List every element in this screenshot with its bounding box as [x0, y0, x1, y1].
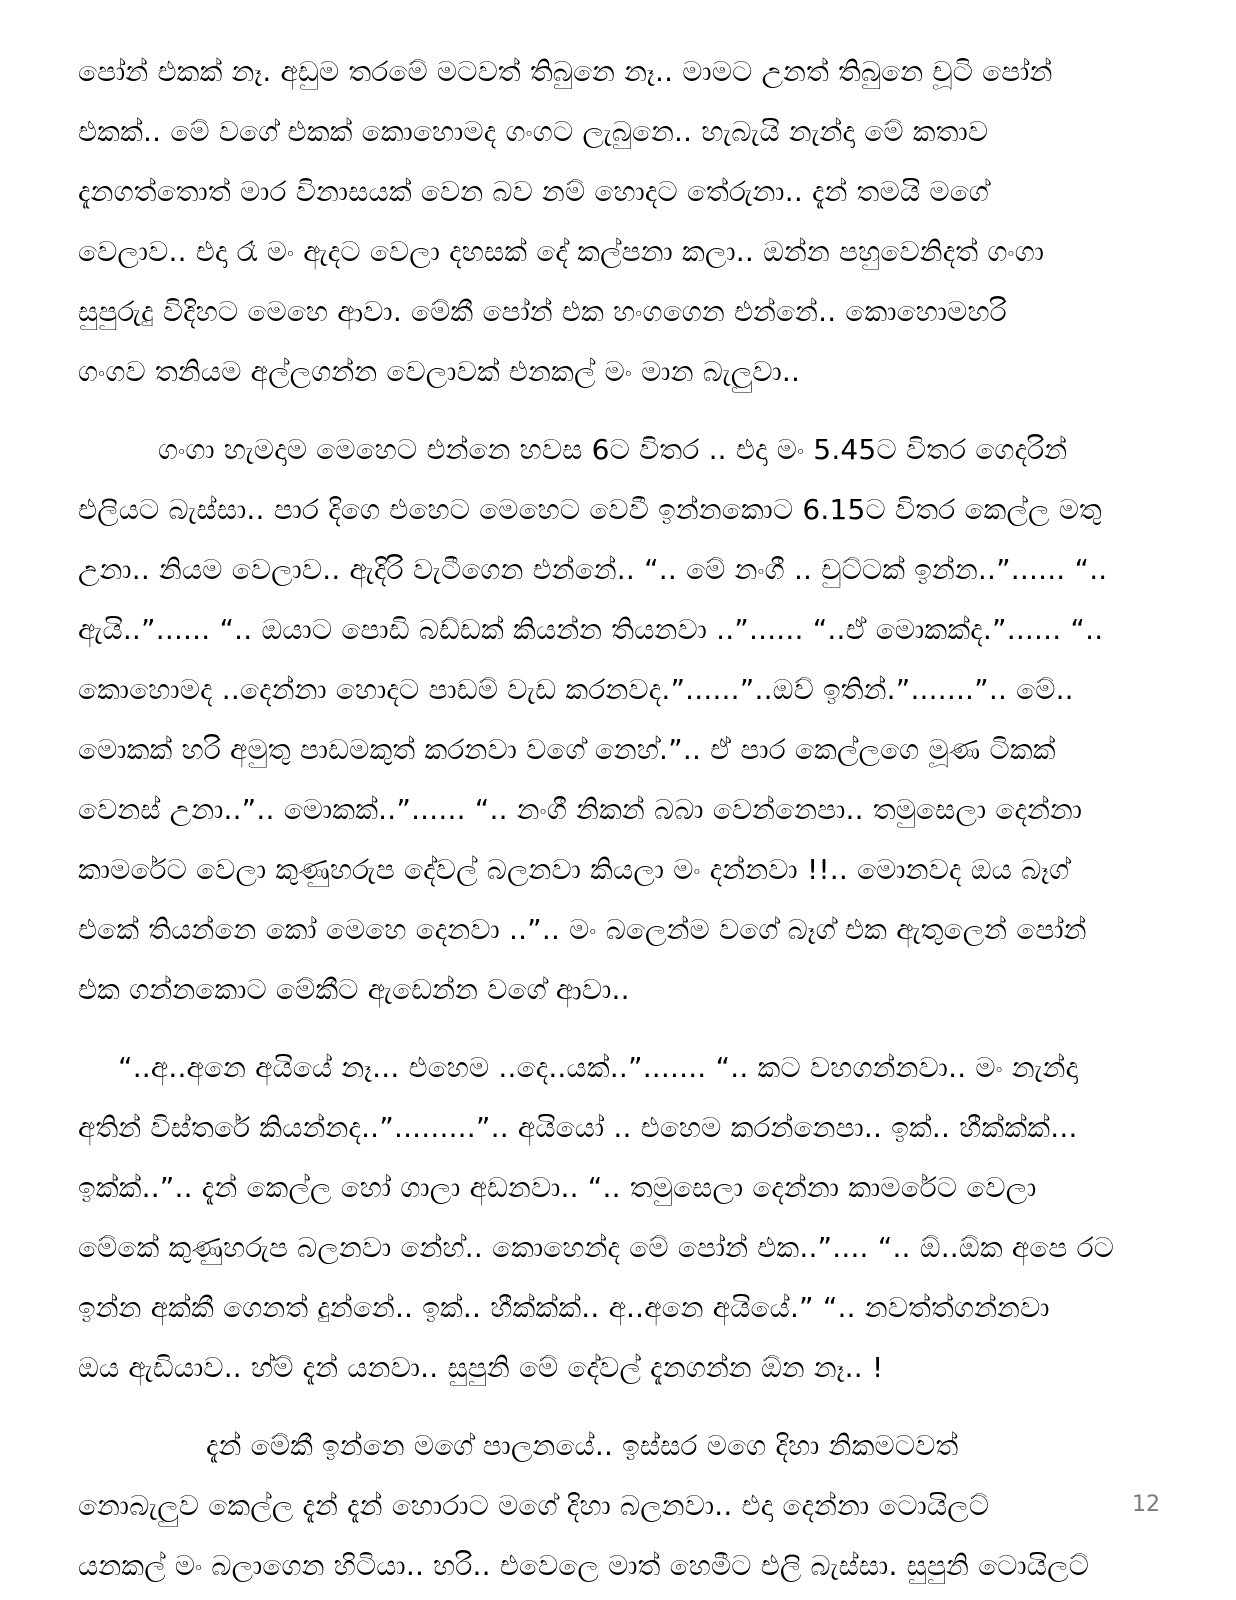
document-text-body — [78, 42, 1170, 1596]
text-line: නොබැලුව කෙල්ල දැන් දැන් හොරාට මගේ දිහා බලනවා.. එදා දෙන්නා ටොයිලට් — [78, 1489, 990, 1522]
paragraph — [78, 42, 1170, 402]
text-line: පෝන් එකක් නෑ. අඩුම තරමේ මටවත් තිබුනෙ නෑ.. මාමට උනත් තිබුනෙ චූටි පෝන් — [78, 55, 1053, 88]
paragraph — [78, 1416, 1170, 1596]
text-line: උනා.. නියම වෙලාව.. ඇදිරි වැටීගෙන එන්නේ.. “.. මේ නංගී .. චුට්ටක් ඉන්න..”...... “.. — [78, 553, 1108, 586]
text-line: දැනගත්තොත් මාර විනාසයක් වෙන බව නම් හොදට තේරුනා.. දැන් තමයි මගේ — [78, 175, 990, 208]
text-line: මොකක් හරි අමුතු පාඩමකුත් කරනවා වගේ නෙහ්.”.. ඒ පාර කෙල්ලගෙ මූණ ටිකක් — [78, 733, 1056, 766]
text-line: එකේ තියන්නෙ කෝ මෙහෙ දෙනවා ..”.. මං බලෙන්ම වගේ බෑග් එක ඇතුලෙන් පෝන් — [78, 913, 1087, 946]
paragraph — [78, 420, 1170, 1020]
text-line: කොහොමද ..දෙන්නා හොදට පාඩම් වැඩ කරනවද.”......”..ඔව් ඉතින්.”.......”.. මේ.. — [78, 673, 1074, 706]
text-line: අතින් විස්තරේ කියන්නද..”.........”.. අයියෝ .. එහෙම කරන්නෙපා.. ඉක්.. හීක්ක්ක්... — [78, 1111, 1078, 1144]
text-line: ඉන්න අක්කී ගෙනත් දුන්නේ.. ඉක්.. හීක්ක්ක්.. අ..අනෙ අයියේ.” “.. නවත්ත්ගන්නවා — [78, 1291, 1050, 1324]
text-line: ඔය ඇඩියාව.. හ්ම් දැන් යනවා.. සුපුනි මේ දේවල් දැනගන්න ඕන නෑ.. ! — [78, 1351, 884, 1384]
text-line: ගංගා හැමදාම මෙහෙට එන්නෙ හවස 6ට විතර .. එදා මං 5.45ට විතර ගෙදරින් — [158, 433, 1068, 466]
text-line: ඇයි..”...... “.. ඔයාට පොඩි බඩ්ඩක් කියන්න තියනවා ..”...... “..ඒ මොකක්ද.”...... “.. — [78, 613, 1104, 646]
text-line: එකක්.. මේ වගේ එකක් කොහොමද ගංගට ලැබුනෙ.. හැබැයි නැන්දා මේ කතාව — [78, 115, 989, 148]
text-line: එලියට බැස්සා.. පාර දිගෙ එහෙට මෙහෙට වෙවී ඉන්නකොට 6.15ට විතර කෙල්ල මතු — [78, 493, 1102, 526]
text-line: දැන් මේකී ඉන්නෙ මගේ පාලනයේ.. ඉස්සර මගෙ දිහා නිකමටවත් — [206, 1429, 959, 1462]
text-line: සුපුරුදු විදිහට මෙහෙ ආවා. මේකී පෝන් එක හංගගෙන එන්නේ.. කොහොමහරි — [78, 295, 1007, 328]
paragraph — [78, 1038, 1170, 1398]
text-line: වෙනස් උනා..”.. මොකක්..”...... “.. නංගී නිකන් බබා වෙන්නෙපා.. තමුසෙලා දෙන්නා — [78, 793, 1083, 826]
text-line: කාමරේට වෙලා කුණුහරුප දේවල් බලනවා කියලා මං දන්නවා !!.. මොනවද ඔය බෑග් — [78, 853, 1070, 886]
text-line: යනකල් මං බලාගෙන හිටියා.. හරි.. එවෙලෙ මාත් හෙමීට එලි බැස්සා. සුපුනි ටොයිලට් — [78, 1549, 1090, 1582]
page-number: 12 — [1132, 1492, 1160, 1517]
text-line: ගංගව තනියම අල්ලගන්න වෙලාවක් එනකල් මං මාන බැලුවා.. — [78, 355, 801, 388]
text-line: “..අ..අනෙ අයියේ නෑ... එහෙම ..දෙ..යක්..”....... “.. කට වහගන්නවා.. මං නැන්දා — [118, 1051, 1079, 1084]
text-line: එක ගන්නකොට මේකීට ඇඩෙන්න වගේ ආවා.. — [78, 973, 630, 1006]
text-line: මේකේ කුණුහරුප බලනවා නේහ්.. කොහෙන්ද මේ පෝන් එක..”.... “.. ඕ..ඕක අපෙ රට — [78, 1231, 1115, 1264]
text-line: වෙලාව.. එදා රෑ මං ඇදට වෙලා දහසක් දේ කල්පනා කලා.. ඔන්න පහුවෙනිදත් ගංගා — [78, 235, 1045, 268]
text-line: ඉක්ක්..”.. දැන් කෙල්ල හෝ ගාලා අඩනවා.. “.. තමුසෙලා දෙන්නා කාමරේට වෙලා — [78, 1171, 1037, 1204]
